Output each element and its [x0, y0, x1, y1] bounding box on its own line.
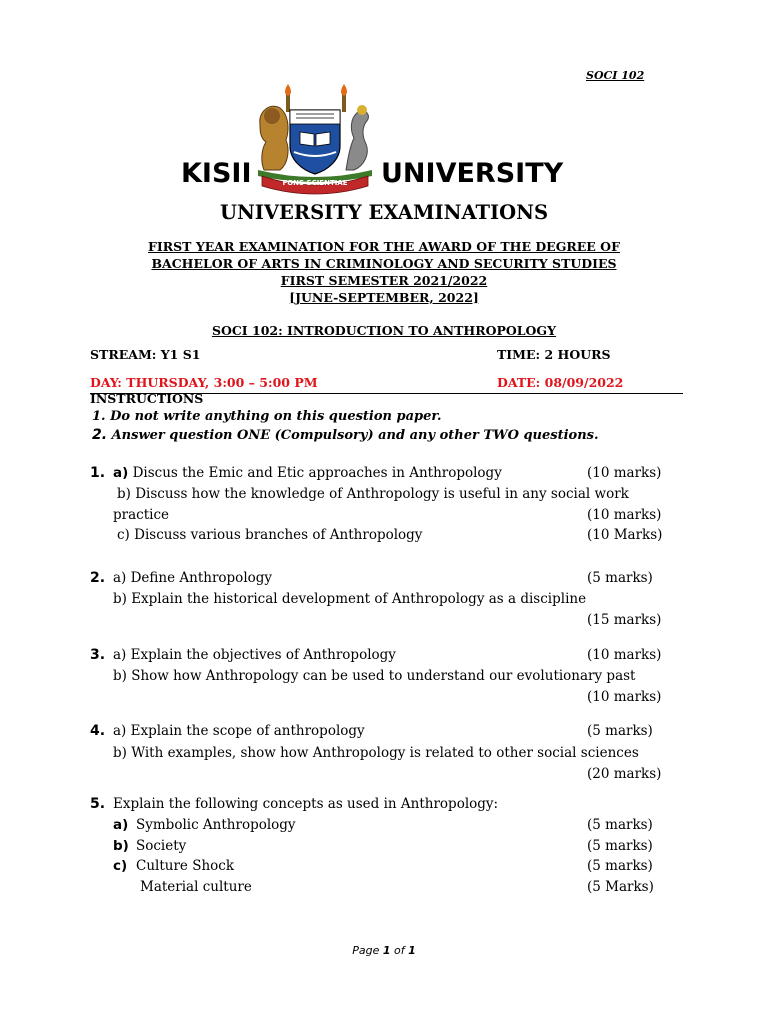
date-label: DATE: 08/09/2022 [497, 375, 624, 390]
instruction-number: 1. [92, 409, 106, 424]
question-2b-marks: (15 marks) [587, 612, 662, 628]
question-2-number: 2. [90, 570, 106, 586]
course-code: SOCI 102 [586, 69, 645, 82]
stream-label: STREAM: Y1 S1 [90, 347, 201, 362]
page-total: 1 [408, 944, 416, 957]
question-1b-text-cont: practice [113, 507, 169, 523]
question-4-number: 4. [90, 723, 106, 739]
question-1c-marks: (10 Marks) [587, 527, 663, 543]
instruction-text: Answer question ONE (Compulsory) and any other TWO questions. [111, 428, 599, 443]
instructions-title: INSTRUCTIONS [90, 391, 204, 406]
question-2a-text: a) Define Anthropology [113, 570, 273, 586]
question-3b-marks: (10 marks) [587, 689, 662, 705]
question-5b-letter: b) [113, 838, 129, 854]
question-5c-marks: (5 marks) [587, 858, 653, 874]
question-1c-text: c) Discuss various branches of Anthropology [117, 527, 423, 543]
question-5-intro: Explain the following concepts as used in Anthropology: [113, 796, 499, 812]
question-5c-letter: c) [113, 858, 128, 874]
exam-line-2: BACHELOR OF ARTS IN CRIMINOLOGY AND SECURITY STUDIES [151, 256, 617, 271]
question-1a-text: Discus the Emic and Etic approaches in Anthropology [128, 465, 502, 481]
question-4b-text: b) With examples, show how Anthropology is related to other social sciences [113, 745, 639, 761]
course-title: SOCI 102: INTRODUCTION TO ANTHROPOLOGY [211, 323, 557, 338]
question-5d-text: Material culture [140, 879, 252, 895]
day-label: DAY: THURSDAY, 3:00 – 5:00 PM [90, 375, 318, 390]
question-5a-marks: (5 marks) [587, 817, 653, 833]
time-label: TIME: 2 HOURS [497, 347, 611, 362]
question-3b-text: b) Show how Anthropology can be used to understand our evolutionary past [113, 668, 636, 684]
question-5c-text: Culture Shock [136, 858, 235, 874]
question-5a-text: Symbolic Anthropology [136, 817, 296, 833]
question-5-number: 5. [90, 796, 106, 812]
question-1-number: 1. [90, 465, 106, 481]
page-prefix: Page [352, 944, 383, 957]
university-name-right: UNIVERSITY [381, 158, 564, 189]
exam-line-4: [JUNE-SEPTEMBER, 2022] [289, 290, 479, 305]
page-number [0, 944, 768, 957]
question-1b-text: b) Discuss how the knowledge of Anthropology is useful in any social work [117, 486, 629, 502]
page-current: 1 [382, 944, 391, 957]
university-crest-logo [250, 84, 380, 196]
university-name-left: KISII [181, 158, 252, 189]
question-1a [113, 465, 502, 481]
question-1b-marks: (10 marks) [587, 507, 662, 523]
question-3a-text: a) Explain the objectives of Anthropology [113, 647, 396, 663]
question-3a-marks: (10 marks) [587, 647, 662, 663]
question-5a-letter: a) [113, 817, 129, 833]
question-5d-marks: (5 Marks) [587, 879, 654, 895]
question-2b-text: b) Explain the historical development of Anthropology as a discipline [113, 591, 587, 607]
crest-motto: FONS SCIENTIAE [282, 179, 348, 187]
instruction-number: 2. [92, 427, 108, 443]
question-3-number: 3. [90, 647, 106, 663]
instruction-item-1 [92, 409, 442, 424]
question-4a-text: a) Explain the scope of anthropology [113, 723, 365, 739]
exam-line-1: FIRST YEAR EXAMINATION FOR THE AWARD OF THE DEGREE OF [148, 239, 620, 254]
question-5b-marks: (5 marks) [587, 838, 653, 854]
question-1a-marks: (10 marks) [587, 465, 662, 481]
question-2a-marks: (5 marks) [587, 570, 653, 586]
instruction-item-2 [92, 427, 599, 443]
question-4b-marks: (20 marks) [587, 766, 662, 782]
page-of: of [390, 944, 409, 957]
question-5b-text: Society [136, 838, 187, 854]
exam-line-3: FIRST SEMESTER 2021/2022 [280, 273, 488, 288]
instruction-text: Do not write anything on this question paper. [110, 409, 442, 424]
exams-title: UNIVERSITY EXAMINATIONS [219, 201, 549, 224]
question-1a-letter: a) [113, 465, 129, 481]
question-4a-marks: (5 marks) [587, 723, 653, 739]
